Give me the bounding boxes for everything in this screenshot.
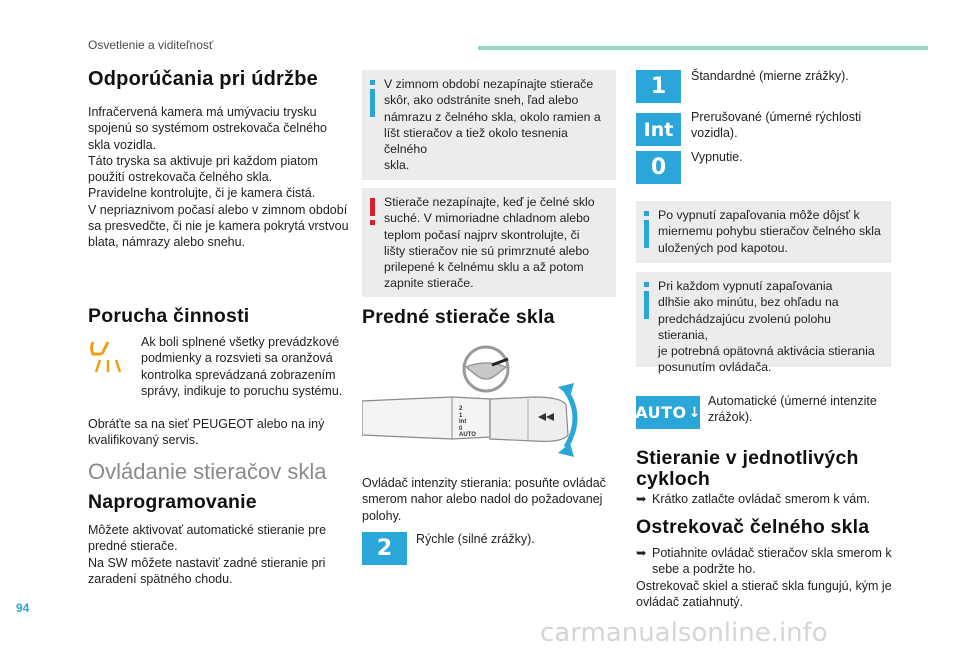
wiper-fault-warning-icon	[88, 338, 132, 374]
speed-int-text: Prerušované (úmerné rýchlosti vozidla).	[691, 110, 862, 141]
info-icon	[370, 80, 375, 85]
maintenance-title: Odporúčania pri údržbe	[88, 68, 318, 90]
speed-0-badge: 0	[636, 151, 681, 184]
header-rule	[478, 46, 928, 50]
maintenance-text: Infračervená kamera má umývaciu trysku spojenú so systémom ostrekovača čelného skla vozidla. Táto tryska sa aktivuje pri každom piatom použití ostrekovača čelného skla. Pravidelne kontrolujte, či je kamera čistá. V nepriaznivom počasí alebo v zimnom období sa presvedčte, či nie je kamera pokrytá vrstvou blata, námrazy alebo snehu.	[88, 105, 349, 250]
malfunction-contact-text: Obráťte sa na sieť PEUGEOT alebo na iný kvalifikovaný servis.	[88, 417, 325, 448]
speed-1-badge: 1	[636, 70, 681, 103]
watermark: carmanualsonline.info	[540, 618, 828, 648]
stalk-position-labels: 2 1 Int 0 AUTO	[459, 406, 476, 438]
programming-text: Môžete aktivovať automatické stieranie pre predné stierače. Na SW môžete nastaviť zadné stieranie pri zaradení spätného chodu.	[88, 523, 327, 586]
wiper-stalk-illustration	[362, 343, 618, 465]
programming-title: Naprogramovanie	[88, 491, 257, 513]
single-wipe-title: Stieranie v jednotlivých cykloch	[636, 447, 859, 490]
page-number: 94	[16, 601, 30, 615]
bullet-icon: ➥	[636, 492, 647, 506]
bullet-icon: ➥	[636, 546, 647, 560]
malfunction-title: Porucha činnosti	[88, 305, 250, 327]
speed-2-text: Rýchle (silné zrážky).	[416, 532, 535, 546]
wiper-control-section-title: Ovládanie stieračov skla	[88, 459, 327, 484]
info-box-reactivation: Pri každom vypnutí zapaľovania dlhšie ako minútu, bez ohľadu na predchádzajúcu zvolenú polohu stierania, je potrebná opätovná aktivácia stierania posunutím ovládača.	[636, 272, 891, 367]
single-wipe-bullet: ➥ Krátko zatlačte ovládač smerom k vám.	[636, 492, 871, 506]
speed-int-badge: Int	[636, 113, 681, 146]
info-icon	[644, 282, 649, 287]
washer-title: Ostrekovač čelného skla	[636, 516, 870, 538]
warning-icon	[370, 198, 375, 216]
speed-1-text: Štandardné (mierne zrážky).	[691, 69, 849, 83]
section-header: Osvetlenie a viditeľnosť	[88, 38, 214, 52]
stalk-caption: Ovládač intenzity stierania: posuňte ovládač smerom nahor alebo nadol do požadovanej polohy.	[362, 476, 606, 523]
washer-text: ➥ Potiahnite ovládač stieračov skla smerom k sebe a podržte ho. Ostrekovač skiel a stierač skla fungujú, kým je ovládač zatiahnutý.	[636, 546, 892, 609]
auto-text: Automatické (úmerné intenzite zrážok).	[708, 394, 877, 425]
info-box-winter: V zimnom období nezapínajte stierače skôr, ako odstránite sneh, ľad alebo námrazu z čelného skla, okolo ramien a líšt stieračov a tiež okolo tesnenia čelného skla.	[362, 70, 616, 180]
arrow-down-icon: ↓	[688, 404, 701, 421]
malfunction-text: Ak boli splnené všetky prevádzkové podmienky a rozsvieti sa oranžová kontrolka sprevádzaná zobrazením správy, indikuje to poruchu systému.	[141, 335, 343, 398]
front-wipers-title: Predné stierače skla	[362, 306, 555, 328]
speed-2-badge: 2	[362, 532, 407, 565]
auto-badge: AUTO ↓	[636, 396, 700, 429]
info-icon	[644, 211, 649, 216]
warning-box-dry-glass: Stierače nezapínajte, keď je čelné sklo suché. V mimoriadne chladnom alebo teplom počasí najprv skontrolujte, či lišty stieračov nie sú primrznuté alebo prilepené k čelnému sklu a až potom zapnite stierače.	[362, 188, 616, 297]
info-box-ignition-off: Po vypnutí zapaľovania môže dôjsť k miernemu pohybu stieračov čelného skla uložených pod kapotou.	[636, 201, 891, 263]
speed-0-text: Vypnutie.	[691, 150, 743, 164]
